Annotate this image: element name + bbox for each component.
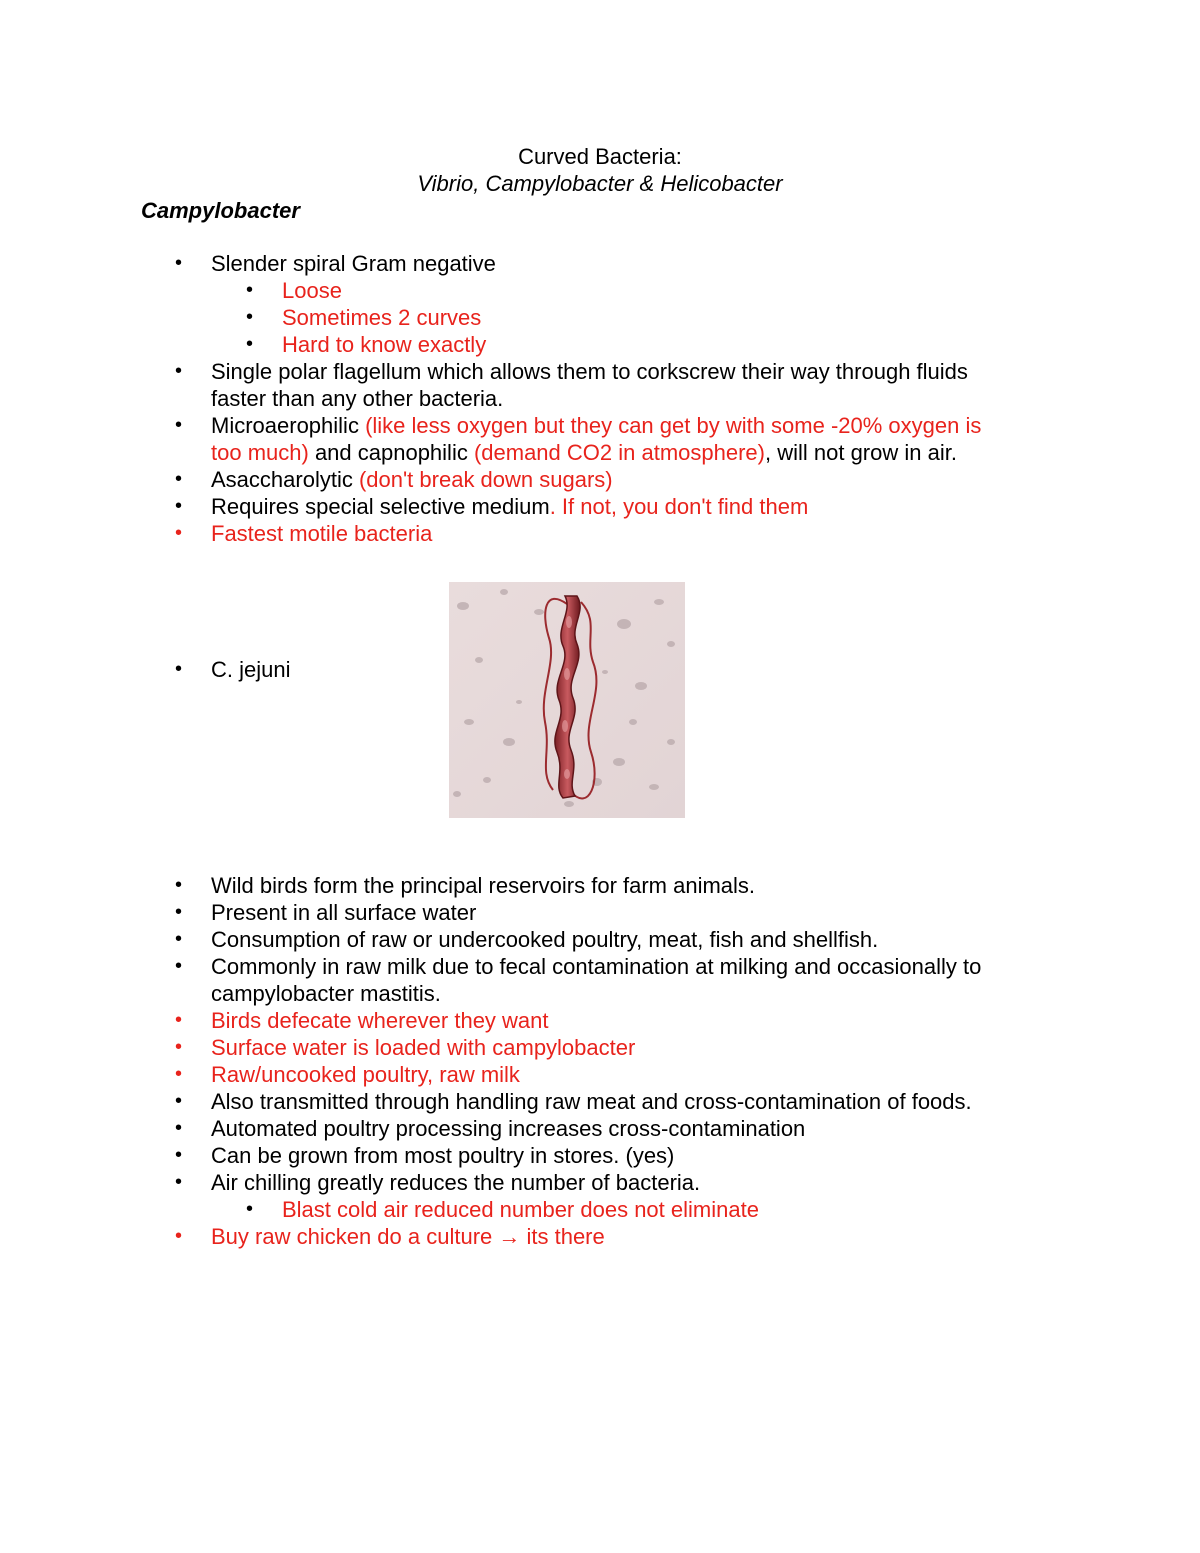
bullet-marker: • [175, 1036, 183, 1058]
list-item: Surface water is loaded with campylobacter [211, 1035, 636, 1060]
text-run-red: too much) [211, 440, 309, 465]
bullet-marker: • [175, 495, 183, 517]
bullet-marker: • [175, 252, 183, 274]
bullet-marker: • [175, 1063, 183, 1085]
list-item-continuation: faster than any other bacteria. [211, 386, 504, 411]
campylobacter-micrograph-icon [449, 582, 685, 818]
text-run-red: its there [520, 1224, 605, 1249]
sub-list-item: Hard to know exactly [282, 332, 487, 357]
bullet-marker: • [175, 1090, 183, 1112]
list-item: Wild birds form the principal reservoirs for farm animals. [211, 873, 756, 898]
list-item [211, 493, 808, 520]
bullet-marker: • [175, 1009, 183, 1031]
bullet-marker: • [175, 874, 183, 896]
bullet-marker: • [175, 955, 183, 977]
text-run: Microaerophilic [211, 413, 366, 438]
list-item: Consumption of raw or undercooked poultry, meat, fish and shellfish. [211, 927, 879, 952]
bullet-marker: • [175, 360, 183, 382]
list-item [211, 1223, 605, 1250]
bullet-marker: • [175, 468, 183, 490]
bullet-marker: • [246, 333, 254, 355]
list-item: Air chilling greatly reduces the number of bacteria. [211, 1170, 701, 1195]
text-run-red: (don't break down sugars) [358, 467, 613, 492]
list-item: Birds defecate wherever they want [211, 1008, 549, 1033]
bullet-marker: • [246, 306, 254, 328]
list-item: Raw/uncooked poultry, raw milk [211, 1062, 520, 1087]
page-title: Curved Bacteria: [518, 144, 682, 169]
bullet-marker: • [175, 658, 183, 680]
text-run: Asaccharolytic [211, 467, 359, 492]
text-run-red: . If not, you don't find them [549, 494, 809, 519]
list-item: Commonly in raw milk due to fecal contamination at milking and occasionally to [211, 954, 982, 979]
text-run-red: (like less oxygen but they can get by with some -20% oxygen is [365, 413, 982, 438]
list-item: Fastest motile bacteria [211, 521, 433, 546]
bullet-marker: • [175, 1225, 183, 1247]
list-item: Present in all surface water [211, 900, 477, 925]
section-heading: Campylobacter [141, 198, 300, 223]
bullet-marker: • [175, 1117, 183, 1139]
text-run-red: (demand CO2 in atmosphere) [473, 440, 765, 465]
list-item: Can be grown from most poultry in stores. (yes) [211, 1143, 675, 1168]
list-item: Also transmitted through handling raw meat and cross-contamination of foods. [211, 1089, 972, 1114]
bullet-marker: • [175, 1171, 183, 1193]
list-item: Single polar flagellum which allows them to corkscrew their way through fluids [211, 359, 968, 384]
sub-list-item: Loose [282, 278, 342, 303]
sub-list-item: Blast cold air reduced number does not eliminate [282, 1197, 759, 1222]
bullet-marker: • [175, 522, 183, 544]
text-run-red: Buy raw chicken do a culture [211, 1224, 499, 1249]
list-item: Slender spiral Gram negative [211, 251, 496, 276]
list-item-continuation [211, 439, 957, 466]
text-run: Requires special selective medium [211, 494, 550, 519]
bullet-marker: • [175, 414, 183, 436]
bullet-marker: • [246, 1198, 254, 1220]
list-item [211, 412, 981, 439]
bullet-marker: • [246, 279, 254, 301]
bullet-marker: • [175, 901, 183, 923]
list-item-continuation: campylobacter mastitis. [211, 981, 441, 1006]
text-run: , will not grow in air. [764, 440, 957, 465]
bullet-marker: • [175, 1144, 183, 1166]
right-arrow-icon: → [498, 1224, 521, 1249]
page-subtitle: Vibrio, Campylobacter & Helicobacter [417, 171, 783, 196]
list-item [211, 466, 613, 493]
list-item: Automated poultry processing increases cross-contamination [211, 1116, 806, 1141]
figure-label: C. jejuni [211, 657, 291, 682]
sub-list-item: Sometimes 2 curves [282, 305, 482, 330]
bullet-marker: • [175, 928, 183, 950]
text-run: and capnophilic [308, 440, 474, 465]
